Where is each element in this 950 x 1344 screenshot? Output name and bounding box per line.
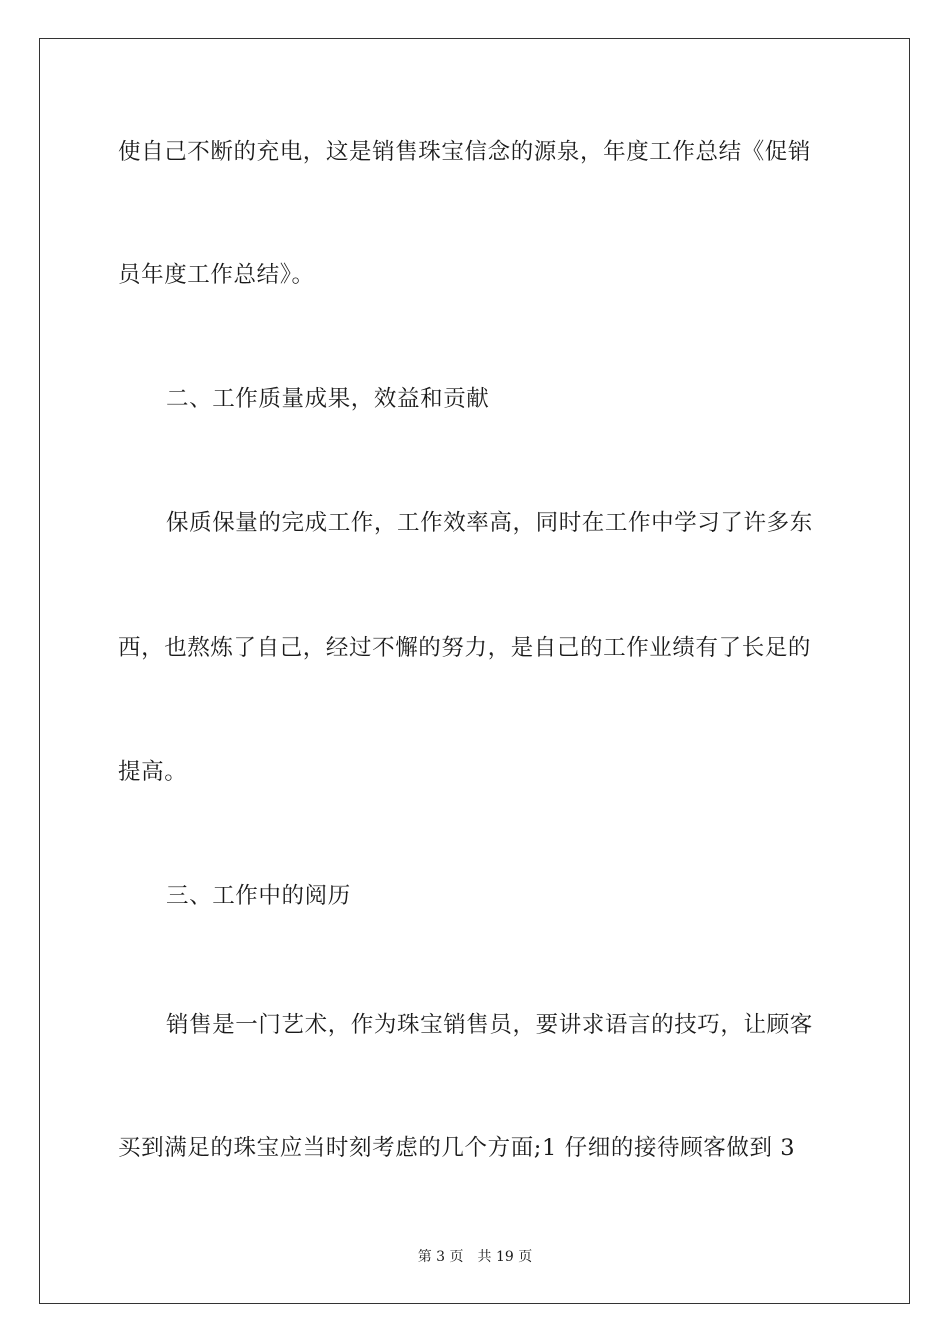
body-line-6: 提高。: [118, 759, 188, 785]
body-line-1: 使自己不断的充电，这是销售珠宝信念的源泉，年度工作总结《促销: [118, 139, 812, 165]
page-footer: [0, 1247, 950, 1267]
page-border: [39, 38, 910, 1304]
section-heading-3: 三、工作中的阅历: [166, 883, 351, 909]
section-heading-2: 二、工作质量成果，效益和贡献: [166, 386, 490, 412]
body-line-4: 保质保量的完成工作，工作效率高，同时在工作中学习了许多东: [166, 510, 813, 536]
page-number: 第 3 页: [417, 1249, 464, 1265]
body-line-9: 买到满足的珠宝应当时刻考虑的几个方面;1 仔细的接待顾客做到 3: [118, 1135, 796, 1161]
page-total: 共 19 页: [477, 1249, 533, 1265]
body-line-8: 销售是一门艺术，作为珠宝销售员，要讲求语言的技巧，让顾客: [166, 1012, 813, 1038]
body-line-5: 西，也熬炼了自己，经过不懈的努力，是自己的工作业绩有了长足的: [118, 635, 812, 661]
body-line-2: 员年度工作总结》。: [118, 262, 315, 288]
